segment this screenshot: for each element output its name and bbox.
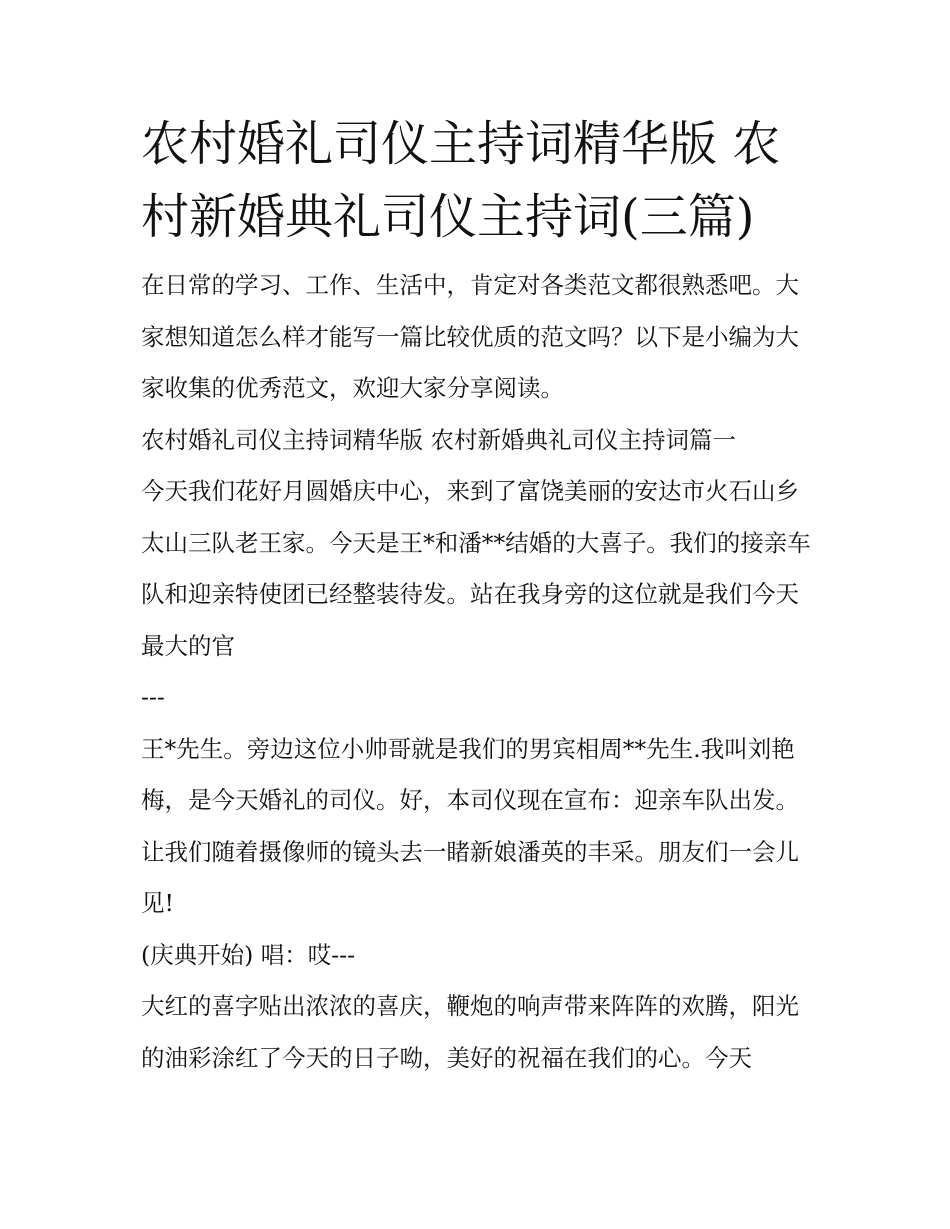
section-heading: 农村婚礼司仪主持词精华版 农村新婚典礼司仪主持词篇一 (141, 425, 736, 454)
document-content (141, 108, 813, 1084)
document-title: 农村婚礼司仪主持词精华版 农村新婚典礼司仪主持词(三篇) (141, 116, 781, 245)
body-paragraph: 今天我们花好月圆婚庆中心，来到了富饶美丽的安达市火石山乡太山三队老王家。今天是王*和潘**结婚的大喜子。我们的接亲车队和迎亲特使团已经整装待发。站在我身旁的这位就是我们今天最大的官 (141, 477, 811, 660)
body-paragraph: (庆典开始) 唱：哎--- (141, 940, 356, 969)
intro-paragraph: 在日常的学习、工作、生活中，肯定对各类范文都很熟悉吧。大家想知道怎么样才能写一篇比较优质的范文吗？以下是小编为大家收集的优秀范文，欢迎大家分享阅读。 (141, 271, 799, 402)
body-paragraph: 大红的喜字贴出浓浓的喜庆，鞭炮的响声带来阵阵的欢腾，阳光的油彩涂红了今天的日子呦，美好的祝福在我们的心。今天 (141, 992, 799, 1072)
body-paragraph: 王*先生。旁边这位小帅哥就是我们的男宾相周**先生.我叫刘艳梅，是今天婚礼的司仪。好，本司仪现在宣布：迎亲车队出发。让我们随着摄像师的镜头去一睹新娘潘英的丰采。朋友们一会儿见! (141, 734, 799, 917)
page-separator: --- (141, 683, 165, 711)
